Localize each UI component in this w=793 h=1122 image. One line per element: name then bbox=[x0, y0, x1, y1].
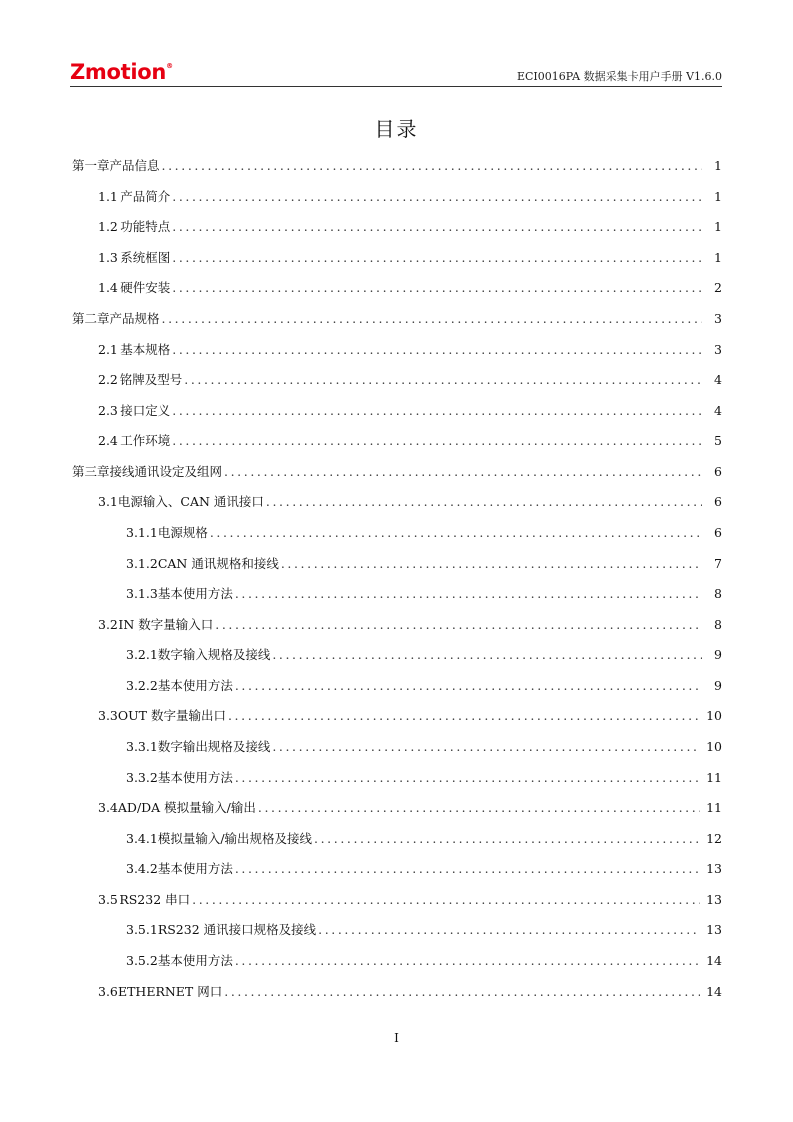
toc-entry[interactable] bbox=[126, 518, 722, 548]
toc-entry-page: 10 bbox=[706, 708, 722, 723]
toc-leader-dots bbox=[172, 243, 702, 273]
toc-entry-title: 模拟量输入/输出规格及接线 bbox=[157, 831, 313, 846]
toc-entry-title: AD/DA 模拟量输入/输出 bbox=[117, 800, 256, 815]
toc-entry-page: 11 bbox=[706, 800, 722, 815]
toc-entry-number: 2.3 bbox=[98, 403, 118, 418]
toc-leader-dots bbox=[172, 426, 702, 456]
toc-entry-title: 电源输入、CAN 通讯接口 bbox=[117, 494, 264, 509]
toc-entry-page: 6 bbox=[714, 525, 722, 540]
toc-entry-title: ETHERNET 网口 bbox=[117, 984, 223, 999]
toc-entry[interactable] bbox=[126, 946, 722, 976]
toc-entry[interactable] bbox=[98, 212, 722, 242]
toc-entry-title: IN 数字量输入口 bbox=[118, 617, 214, 632]
toc-entry-page: 3 bbox=[714, 311, 722, 326]
toc-entry-page: 12 bbox=[706, 831, 722, 846]
toc-entry-number: 1.3 bbox=[98, 250, 118, 265]
toc-entry-page: 14 bbox=[706, 953, 722, 968]
toc-entry-page: 7 bbox=[714, 556, 722, 571]
toc-leader-dots bbox=[162, 304, 702, 334]
toc-leader-dots bbox=[224, 977, 700, 1007]
toc-entry-page: 1 bbox=[714, 189, 722, 204]
toc-leader-dots bbox=[215, 610, 702, 640]
toc-entry-title: 工作环境 bbox=[120, 433, 171, 448]
toc-entry[interactable] bbox=[98, 701, 722, 731]
toc-entry-title: 数字输入规格及接线 bbox=[157, 647, 271, 662]
toc-leader-dots bbox=[281, 549, 702, 579]
toc-entry-title: 产品简介 bbox=[120, 189, 171, 204]
toc-entry-number: 3.1.2 bbox=[126, 556, 158, 571]
header-divider bbox=[70, 86, 722, 87]
toc-entry-number: 3.5.2 bbox=[126, 953, 158, 968]
toc-entry-title: 硬件安装 bbox=[120, 280, 171, 295]
toc-entry-number: 1.4 bbox=[98, 280, 118, 295]
toc-entry-page: 3 bbox=[714, 342, 722, 357]
toc-entry-page: 13 bbox=[706, 861, 722, 876]
toc-entry-page: 13 bbox=[706, 922, 722, 937]
toc-leader-dots bbox=[266, 487, 702, 517]
toc-leader-dots bbox=[172, 396, 702, 426]
registered-mark: ® bbox=[166, 62, 173, 70]
toc-entry-page: 10 bbox=[706, 739, 722, 754]
toc-entry-page: 4 bbox=[714, 403, 722, 418]
toc-entry-page: 5 bbox=[714, 433, 722, 448]
toc-entry-page: 2 bbox=[714, 280, 722, 295]
toc-entry-number: 3.5 bbox=[98, 892, 118, 907]
toc-entry[interactable] bbox=[72, 304, 722, 334]
toc-entry-page: 9 bbox=[714, 678, 722, 693]
toc-leader-dots bbox=[210, 518, 702, 548]
toc-entry[interactable] bbox=[126, 732, 722, 762]
toc-entry[interactable] bbox=[98, 610, 722, 640]
toc-entry[interactable] bbox=[98, 182, 722, 212]
document-title: ECI0016PA 数据采集卡用户手册 V1.6.0 bbox=[516, 70, 722, 83]
toc-entry-title: 基本使用方法 bbox=[157, 770, 233, 785]
toc-entry-number: 2.1 bbox=[98, 342, 118, 357]
toc-entry[interactable] bbox=[126, 854, 722, 884]
toc-leader-dots bbox=[235, 671, 702, 701]
toc-entry-number: 3.4.2 bbox=[126, 861, 158, 876]
toc-entry-page: 4 bbox=[714, 372, 722, 387]
toc-entry-title: 基本规格 bbox=[120, 342, 171, 357]
toc-entry[interactable] bbox=[126, 824, 722, 854]
toc-entry-page: 6 bbox=[714, 494, 722, 509]
toc-entry-number: 3.6 bbox=[98, 984, 118, 999]
toc-entry-title: OUT 数字量输出口 bbox=[117, 708, 226, 723]
toc-leader-dots bbox=[172, 273, 702, 303]
toc-entry-number: 第一章 bbox=[72, 158, 110, 173]
toc-entry-page: 13 bbox=[706, 892, 722, 907]
toc-entry-title: 基本使用方法 bbox=[157, 678, 233, 693]
toc-entry-page: 14 bbox=[706, 984, 722, 999]
toc-leader-dots bbox=[162, 151, 702, 181]
toc-entry-number: 3.2.1 bbox=[126, 647, 158, 662]
toc-entry-title: 基本使用方法 bbox=[157, 586, 233, 601]
toc-entry-page: 8 bbox=[714, 586, 722, 601]
toc-entry-title: CAN 通讯规格和接线 bbox=[157, 556, 279, 571]
toc-leader-dots bbox=[318, 915, 700, 945]
toc-entry-number: 3.4.1 bbox=[126, 831, 158, 846]
toc-entry-page: 8 bbox=[714, 617, 722, 632]
toc-entry-number: 3.3.2 bbox=[126, 770, 158, 785]
toc-entry-page: 6 bbox=[714, 464, 722, 479]
toc-entry[interactable] bbox=[72, 151, 722, 181]
toc-entry-number: 3.4 bbox=[98, 800, 118, 815]
toc-entry-number: 3.1.1 bbox=[126, 525, 158, 540]
toc-entry-number: 3.1.3 bbox=[126, 586, 158, 601]
toc-leader-dots bbox=[235, 854, 700, 884]
toc-entry-page: 1 bbox=[714, 158, 722, 173]
toc-entry-page: 1 bbox=[714, 250, 722, 265]
toc-entry-title: 铭牌及型号 bbox=[119, 372, 183, 387]
toc-entry[interactable] bbox=[126, 549, 722, 579]
toc-leader-dots bbox=[314, 824, 700, 854]
toc-entry[interactable] bbox=[98, 396, 722, 426]
toc-leader-dots bbox=[235, 579, 702, 609]
toc-entry-number: 2.4 bbox=[98, 433, 118, 448]
toc-entry[interactable] bbox=[126, 915, 722, 945]
toc-leader-dots bbox=[272, 732, 700, 762]
toc-entry-title: 接口定义 bbox=[120, 403, 171, 418]
toc-leader-dots bbox=[235, 946, 700, 976]
toc-entry[interactable] bbox=[126, 763, 722, 793]
toc-entry[interactable] bbox=[126, 671, 722, 701]
toc-entry[interactable] bbox=[98, 885, 722, 915]
toc-entry-title: RS232 串口 bbox=[119, 892, 191, 907]
toc-leader-dots bbox=[172, 182, 702, 212]
toc-entry-title: RS232 通讯接口规格及接线 bbox=[157, 922, 317, 937]
toc-entry-number: 3.3.1 bbox=[126, 739, 158, 754]
toc-entry[interactable] bbox=[72, 457, 722, 487]
toc-leader-dots bbox=[228, 701, 700, 731]
toc-entry-page: 1 bbox=[714, 219, 722, 234]
toc-entry-title: 系统框图 bbox=[120, 250, 171, 265]
toc-entry-title: 产品规格 bbox=[109, 311, 160, 326]
toc-entry-number: 2.2 bbox=[98, 372, 118, 387]
toc-leader-dots bbox=[258, 793, 700, 823]
toc-entry[interactable] bbox=[98, 426, 722, 456]
toc-entry-title: 电源规格 bbox=[157, 525, 208, 540]
toc-leader-dots bbox=[224, 457, 702, 487]
logo-text: Zmotion bbox=[70, 60, 167, 84]
toc-entry[interactable] bbox=[98, 273, 722, 303]
toc-entry-number: 第三章 bbox=[72, 464, 110, 479]
toc-entry-number: 3.5.1 bbox=[126, 922, 158, 937]
toc-leader-dots bbox=[235, 763, 700, 793]
toc-entry-page: 9 bbox=[714, 647, 722, 662]
toc-entry[interactable] bbox=[126, 640, 722, 670]
toc-leader-dots bbox=[272, 640, 702, 670]
toc-leader-dots bbox=[172, 212, 702, 242]
toc-entry-title: 功能特点 bbox=[120, 219, 171, 234]
toc-leader-dots bbox=[172, 335, 702, 365]
toc-entry[interactable] bbox=[98, 977, 722, 1007]
toc-entry[interactable] bbox=[98, 487, 722, 517]
toc-entry-number: 1.1 bbox=[98, 189, 118, 204]
toc-leader-dots bbox=[192, 885, 700, 915]
toc-entry-number: 3.2.2 bbox=[126, 678, 158, 693]
toc-entry-page: 11 bbox=[706, 770, 722, 785]
toc-entry-number: 第二章 bbox=[72, 311, 110, 326]
toc-entry-title: 基本使用方法 bbox=[157, 861, 233, 876]
toc-entry[interactable] bbox=[98, 243, 722, 273]
toc-entry-number: 3.3 bbox=[98, 708, 118, 723]
toc-entry-title: 产品信息 bbox=[109, 158, 160, 173]
toc-entry-title: 数字输出规格及接线 bbox=[157, 739, 271, 754]
page-header bbox=[70, 60, 722, 88]
toc-entry-number: 3.2 bbox=[98, 617, 118, 632]
toc-entry-title: 基本使用方法 bbox=[157, 953, 233, 968]
toc-entry-number: 3.1 bbox=[98, 494, 118, 509]
toc-leader-dots bbox=[184, 365, 702, 395]
toc-entry[interactable] bbox=[98, 335, 722, 365]
page-title: 目录 bbox=[374, 117, 419, 141]
toc-entry[interactable] bbox=[98, 793, 722, 823]
page-number: I bbox=[394, 1031, 399, 1045]
zmotion-logo bbox=[70, 60, 173, 84]
toc-entry[interactable] bbox=[98, 365, 722, 395]
toc-entry[interactable] bbox=[126, 579, 722, 609]
toc-entry-number: 1.2 bbox=[98, 219, 118, 234]
toc-entry-title: 接线通讯设定及组网 bbox=[109, 464, 223, 479]
